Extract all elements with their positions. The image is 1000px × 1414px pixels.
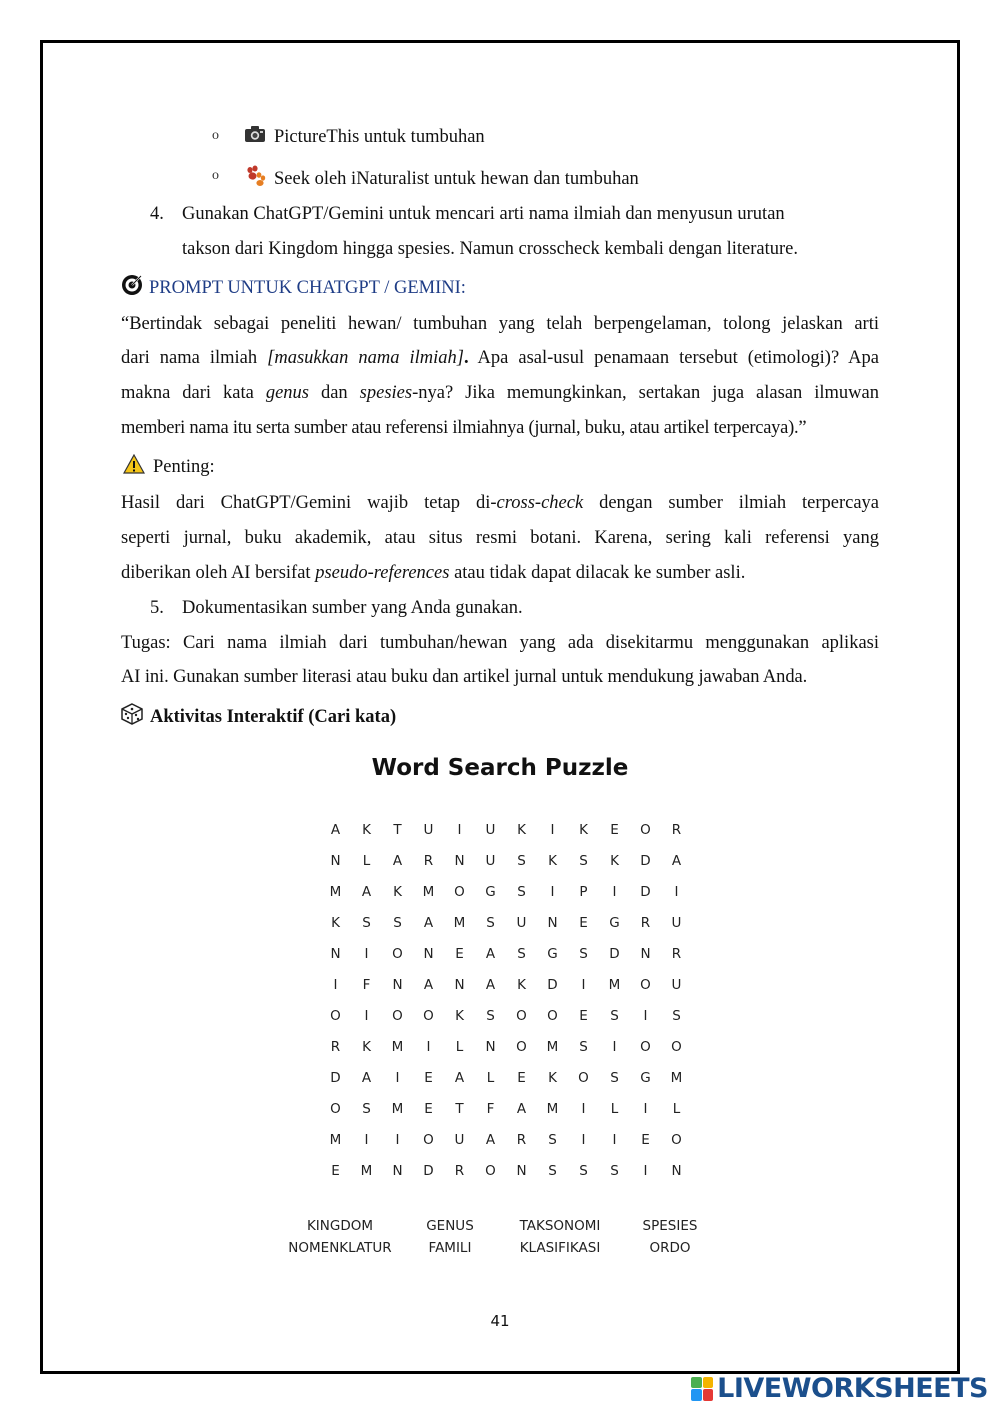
- grid-cell[interactable]: I: [395, 1069, 400, 1086]
- grid-cell[interactable]: O: [392, 1007, 403, 1024]
- grid-cell[interactable]: A: [392, 852, 403, 869]
- brand-logo: [691, 1373, 988, 1404]
- brand-icon: [691, 1377, 713, 1401]
- grid-cell[interactable]: K: [579, 821, 588, 838]
- grid-cell[interactable]: S: [517, 852, 526, 869]
- grid-cell[interactable]: A: [330, 821, 341, 838]
- grid-cell[interactable]: N: [392, 976, 403, 993]
- grid-cell[interactable]: O: [516, 1007, 527, 1024]
- grid-cell[interactable]: K: [548, 1069, 557, 1086]
- grid-cell[interactable]: K: [610, 852, 619, 869]
- grid-cell[interactable]: N: [330, 945, 341, 962]
- grid-cell[interactable]: K: [548, 852, 557, 869]
- grid-cell[interactable]: R: [423, 852, 434, 869]
- grid-cell[interactable]: K: [517, 976, 526, 993]
- grid-cell[interactable]: E: [424, 1100, 433, 1117]
- grid-cell[interactable]: E: [610, 821, 619, 838]
- grid-cell[interactable]: M: [422, 883, 435, 900]
- word-list-item: NOMENKLATUR: [288, 1240, 392, 1256]
- grid-cell[interactable]: K: [362, 1038, 371, 1055]
- grid-cell[interactable]: R: [671, 945, 682, 962]
- warning-icon: [123, 454, 145, 481]
- grid-cell[interactable]: O: [516, 1038, 527, 1055]
- grid-cell[interactable]: E: [424, 1069, 433, 1086]
- grid-cell[interactable]: S: [610, 1007, 619, 1024]
- grid-cell[interactable]: A: [361, 1069, 372, 1086]
- warning-line3: diberikan oleh AI bersifat pseudo-references atau tidak dapat dilacak ke sumber asli.: [121, 563, 746, 583]
- grid-cell[interactable]: L: [672, 1100, 681, 1117]
- grid-cell[interactable]: N: [330, 852, 341, 869]
- prompt-line3: makna dari kata genus dan spesies-nya? Jika memungkinkan, sertakan juga alasan ilmuwan: [121, 383, 879, 403]
- grid-cell[interactable]: M: [546, 1038, 559, 1055]
- word-list-item: ORDO: [649, 1240, 691, 1256]
- grid-cell[interactable]: F: [362, 976, 371, 993]
- grid-cell[interactable]: F: [486, 1100, 495, 1117]
- grid-cell[interactable]: S: [517, 945, 526, 962]
- grid-cell[interactable]: S: [579, 1038, 588, 1055]
- grid-cell[interactable]: R: [671, 821, 682, 838]
- grid-cell[interactable]: K: [393, 883, 402, 900]
- grid-cell[interactable]: O: [454, 883, 465, 900]
- grid-cell[interactable]: O: [671, 1131, 682, 1148]
- word-list-item: KINGDOM: [306, 1218, 374, 1234]
- bullet-marker: o: [212, 128, 219, 143]
- list-number: 4.: [150, 204, 164, 224]
- grid-cell[interactable]: O: [640, 821, 651, 838]
- list-number: 5.: [150, 598, 164, 618]
- grid-cell[interactable]: I: [643, 1100, 648, 1117]
- grid-cell[interactable]: N: [392, 1162, 403, 1179]
- word-list-item: TAKSONOMI: [519, 1218, 601, 1234]
- prompt-heading: [121, 274, 466, 303]
- grid-cell[interactable]: I: [550, 821, 555, 838]
- grid-cell[interactable]: E: [331, 1162, 340, 1179]
- grid-cell[interactable]: I: [364, 1007, 369, 1024]
- prompt-line1: “Bertindak sebagai peneliti hewan/ tumbuhan yang telah berpengelaman, tolong jelaskan arti: [121, 314, 879, 334]
- step5-text: Dokumentasikan sumber yang Anda gunakan.: [182, 598, 523, 618]
- bullet-marker: o: [212, 168, 219, 183]
- grid-cell[interactable]: S: [579, 945, 588, 962]
- grid-cell[interactable]: A: [361, 883, 372, 900]
- grid-cell[interactable]: O: [547, 1007, 558, 1024]
- grid-cell[interactable]: R: [640, 914, 651, 931]
- grid-cell[interactable]: O: [330, 1100, 341, 1117]
- grid-cell[interactable]: K: [455, 1007, 464, 1024]
- grid-cell[interactable]: G: [547, 945, 558, 962]
- grid-cell[interactable]: S: [362, 1100, 371, 1117]
- word-search-grid[interactable]: [320, 814, 692, 1186]
- grid-cell[interactable]: M: [670, 1069, 683, 1086]
- paw-icon: [244, 165, 266, 194]
- grid-cell[interactable]: N: [454, 852, 465, 869]
- grid-cell[interactable]: I: [612, 1131, 617, 1148]
- grid-cell[interactable]: I: [550, 883, 555, 900]
- grid-cell[interactable]: U: [423, 821, 434, 838]
- grid-cell[interactable]: I: [674, 883, 679, 900]
- grid-cell[interactable]: K: [362, 821, 371, 838]
- page-number: 41: [490, 1312, 510, 1330]
- grid-cell[interactable]: M: [391, 1038, 404, 1055]
- grid-cell[interactable]: S: [610, 1162, 619, 1179]
- grid-cell[interactable]: N: [547, 914, 558, 931]
- grid-cell[interactable]: N: [671, 1162, 682, 1179]
- target-icon: [121, 274, 143, 303]
- grid-cell[interactable]: S: [672, 1007, 681, 1024]
- grid-cell[interactable]: I: [364, 1131, 369, 1148]
- brand-text: LIVEWORKSHEETS: [717, 1373, 988, 1404]
- grid-cell[interactable]: A: [671, 852, 682, 869]
- grid-cell[interactable]: N: [485, 1038, 496, 1055]
- bullet-text: Seek oleh iNaturalist untuk hewan dan tumbuhan: [274, 168, 639, 189]
- grid-cell[interactable]: S: [548, 1162, 557, 1179]
- grid-cell[interactable]: G: [640, 1069, 651, 1086]
- grid-cell[interactable]: I: [395, 1131, 400, 1148]
- grid-cell[interactable]: E: [641, 1131, 650, 1148]
- step4-line2: takson dari Kingdom hingga spesies. Namun crosscheck kembali dengan literature.: [182, 239, 798, 259]
- grid-cell[interactable]: M: [608, 976, 621, 993]
- grid-cell[interactable]: U: [671, 914, 682, 931]
- grid-cell[interactable]: U: [671, 976, 682, 993]
- grid-cell[interactable]: A: [516, 1100, 527, 1117]
- grid-cell[interactable]: A: [485, 1131, 496, 1148]
- prompt-line2: dari nama ilmiah [masukkan nama ilmiah]. Apa asal-usul penamaan tersebut (etimologi)? Apa: [121, 348, 879, 368]
- grid-cell[interactable]: A: [423, 976, 434, 993]
- grid-cell[interactable]: N: [640, 945, 651, 962]
- grid-cell[interactable]: O: [640, 1038, 651, 1055]
- dice-icon: [121, 703, 143, 732]
- grid-cell[interactable]: E: [579, 1007, 588, 1024]
- grid-cell[interactable]: O: [578, 1069, 589, 1086]
- grid-cell[interactable]: K: [331, 914, 340, 931]
- grid-cell[interactable]: I: [643, 1162, 648, 1179]
- list-item: [244, 125, 485, 150]
- grid-cell[interactable]: S: [610, 1069, 619, 1086]
- warning-label: Penting:: [153, 456, 215, 477]
- grid-cell[interactable]: I: [333, 976, 338, 993]
- grid-cell[interactable]: U: [485, 852, 496, 869]
- grid-cell[interactable]: S: [362, 914, 371, 931]
- grid-cell[interactable]: G: [609, 914, 620, 931]
- grid-cell[interactable]: O: [392, 945, 403, 962]
- grid-cell[interactable]: L: [362, 852, 371, 869]
- grid-cell[interactable]: D: [423, 1162, 434, 1179]
- grid-cell[interactable]: A: [485, 976, 496, 993]
- grid-cell[interactable]: O: [485, 1162, 496, 1179]
- grid-cell[interactable]: M: [391, 1100, 404, 1117]
- warning-line1: Hasil dari ChatGPT/Gemini wajib tetap di-cross-check dengan sumber ilmiah terpercaya: [121, 493, 880, 513]
- grid-cell[interactable]: P: [579, 883, 588, 900]
- word-list-item: KLASIFIKASI: [519, 1240, 601, 1256]
- grid-cell[interactable]: O: [640, 976, 651, 993]
- grid-cell[interactable]: L: [455, 1038, 464, 1055]
- grid-cell[interactable]: S: [579, 852, 588, 869]
- activity-title: Aktivitas Interaktif (Cari kata): [150, 706, 397, 727]
- grid-cell[interactable]: A: [454, 1069, 465, 1086]
- word-list-item: GENUS: [426, 1218, 474, 1234]
- grid-cell[interactable]: D: [547, 976, 558, 993]
- grid-cell[interactable]: S: [486, 914, 495, 931]
- grid-cell[interactable]: E: [517, 1069, 526, 1086]
- grid-cell[interactable]: D: [330, 1069, 341, 1086]
- grid-cell[interactable]: S: [548, 1131, 557, 1148]
- grid-cell[interactable]: L: [610, 1100, 619, 1117]
- grid-cell[interactable]: I: [612, 1038, 617, 1055]
- grid-cell[interactable]: T: [393, 821, 402, 838]
- task-line1: Tugas: Cari nama ilmiah dari tumbuhan/hewan yang ada disekitarmu menggunakan aplikasi: [121, 633, 879, 653]
- grid-cell[interactable]: D: [609, 945, 620, 962]
- task-line2: AI ini. Gunakan sumber literasi atau buku dan artikel jurnal untuk mendukung jawaban Anda.: [121, 667, 808, 687]
- grid-cell[interactable]: T: [455, 1100, 464, 1117]
- grid-cell[interactable]: U: [485, 821, 496, 838]
- grid-cell[interactable]: L: [486, 1069, 495, 1086]
- grid-cell[interactable]: A: [485, 945, 496, 962]
- grid-cell[interactable]: I: [581, 976, 586, 993]
- grid-cell[interactable]: U: [454, 1131, 465, 1148]
- grid-cell[interactable]: N: [454, 976, 465, 993]
- grid-cell[interactable]: E: [455, 945, 464, 962]
- bullet-text: PictureThis untuk tumbuhan: [274, 127, 485, 147]
- warning-line2: seperti jurnal, buku akademik, atau situs resmi botani. Karena, sering kali referensi yang: [121, 528, 879, 548]
- grid-cell[interactable]: O: [330, 1007, 341, 1024]
- grid-cell[interactable]: I: [612, 883, 617, 900]
- grid-cell[interactable]: O: [423, 1131, 434, 1148]
- camera-icon: [244, 125, 266, 150]
- grid-cell[interactable]: N: [423, 945, 434, 962]
- grid-cell[interactable]: D: [640, 852, 651, 869]
- prompt-line4: memberi nama itu serta sumber atau referensi ilmiahnya (jurnal, buku, atau artikel terpercaya).”: [121, 418, 807, 438]
- prompt-heading-text: PROMPT UNTUK CHATGPT / GEMINI:: [149, 277, 466, 298]
- grid-cell[interactable]: R: [330, 1038, 341, 1055]
- grid-cell[interactable]: M: [329, 1131, 342, 1148]
- grid-cell[interactable]: M: [546, 1100, 559, 1117]
- grid-cell[interactable]: N: [516, 1162, 527, 1179]
- grid-cell[interactable]: G: [485, 883, 496, 900]
- grid-cell[interactable]: I: [643, 1007, 648, 1024]
- grid-cell[interactable]: S: [579, 1162, 588, 1179]
- grid-cell[interactable]: A: [423, 914, 434, 931]
- grid-cell[interactable]: O: [423, 1007, 434, 1024]
- grid-cell[interactable]: I: [581, 1100, 586, 1117]
- grid-cell[interactable]: M: [360, 1162, 373, 1179]
- puzzle-title: Word Search Puzzle: [371, 755, 629, 781]
- step4-line1: Gunakan ChatGPT/Gemini untuk mencari arti nama ilmiah dan menyusun urutan: [182, 204, 785, 224]
- activity-heading: [121, 703, 396, 732]
- grid-cell[interactable]: K: [517, 821, 526, 838]
- grid-cell[interactable]: I: [457, 821, 462, 838]
- grid-cell[interactable]: S: [486, 1007, 495, 1024]
- word-list-item: SPESIES: [642, 1218, 698, 1234]
- warning-heading: [123, 454, 215, 481]
- grid-cell[interactable]: U: [516, 914, 527, 931]
- grid-cell[interactable]: M: [453, 914, 466, 931]
- grid-cell[interactable]: I: [426, 1038, 431, 1055]
- word-list: [280, 1218, 720, 1256]
- grid-cell[interactable]: E: [579, 914, 588, 931]
- grid-cell[interactable]: I: [364, 945, 369, 962]
- grid-cell[interactable]: D: [640, 883, 651, 900]
- grid-cell[interactable]: S: [517, 883, 526, 900]
- list-item: [244, 165, 639, 194]
- grid-cell[interactable]: O: [671, 1038, 682, 1055]
- grid-cell[interactable]: R: [516, 1131, 527, 1148]
- grid-cell[interactable]: I: [581, 1131, 586, 1148]
- word-list-item: FAMILI: [428, 1240, 472, 1256]
- grid-cell[interactable]: S: [393, 914, 402, 931]
- grid-cell[interactable]: M: [329, 883, 342, 900]
- grid-cell[interactable]: R: [454, 1162, 465, 1179]
